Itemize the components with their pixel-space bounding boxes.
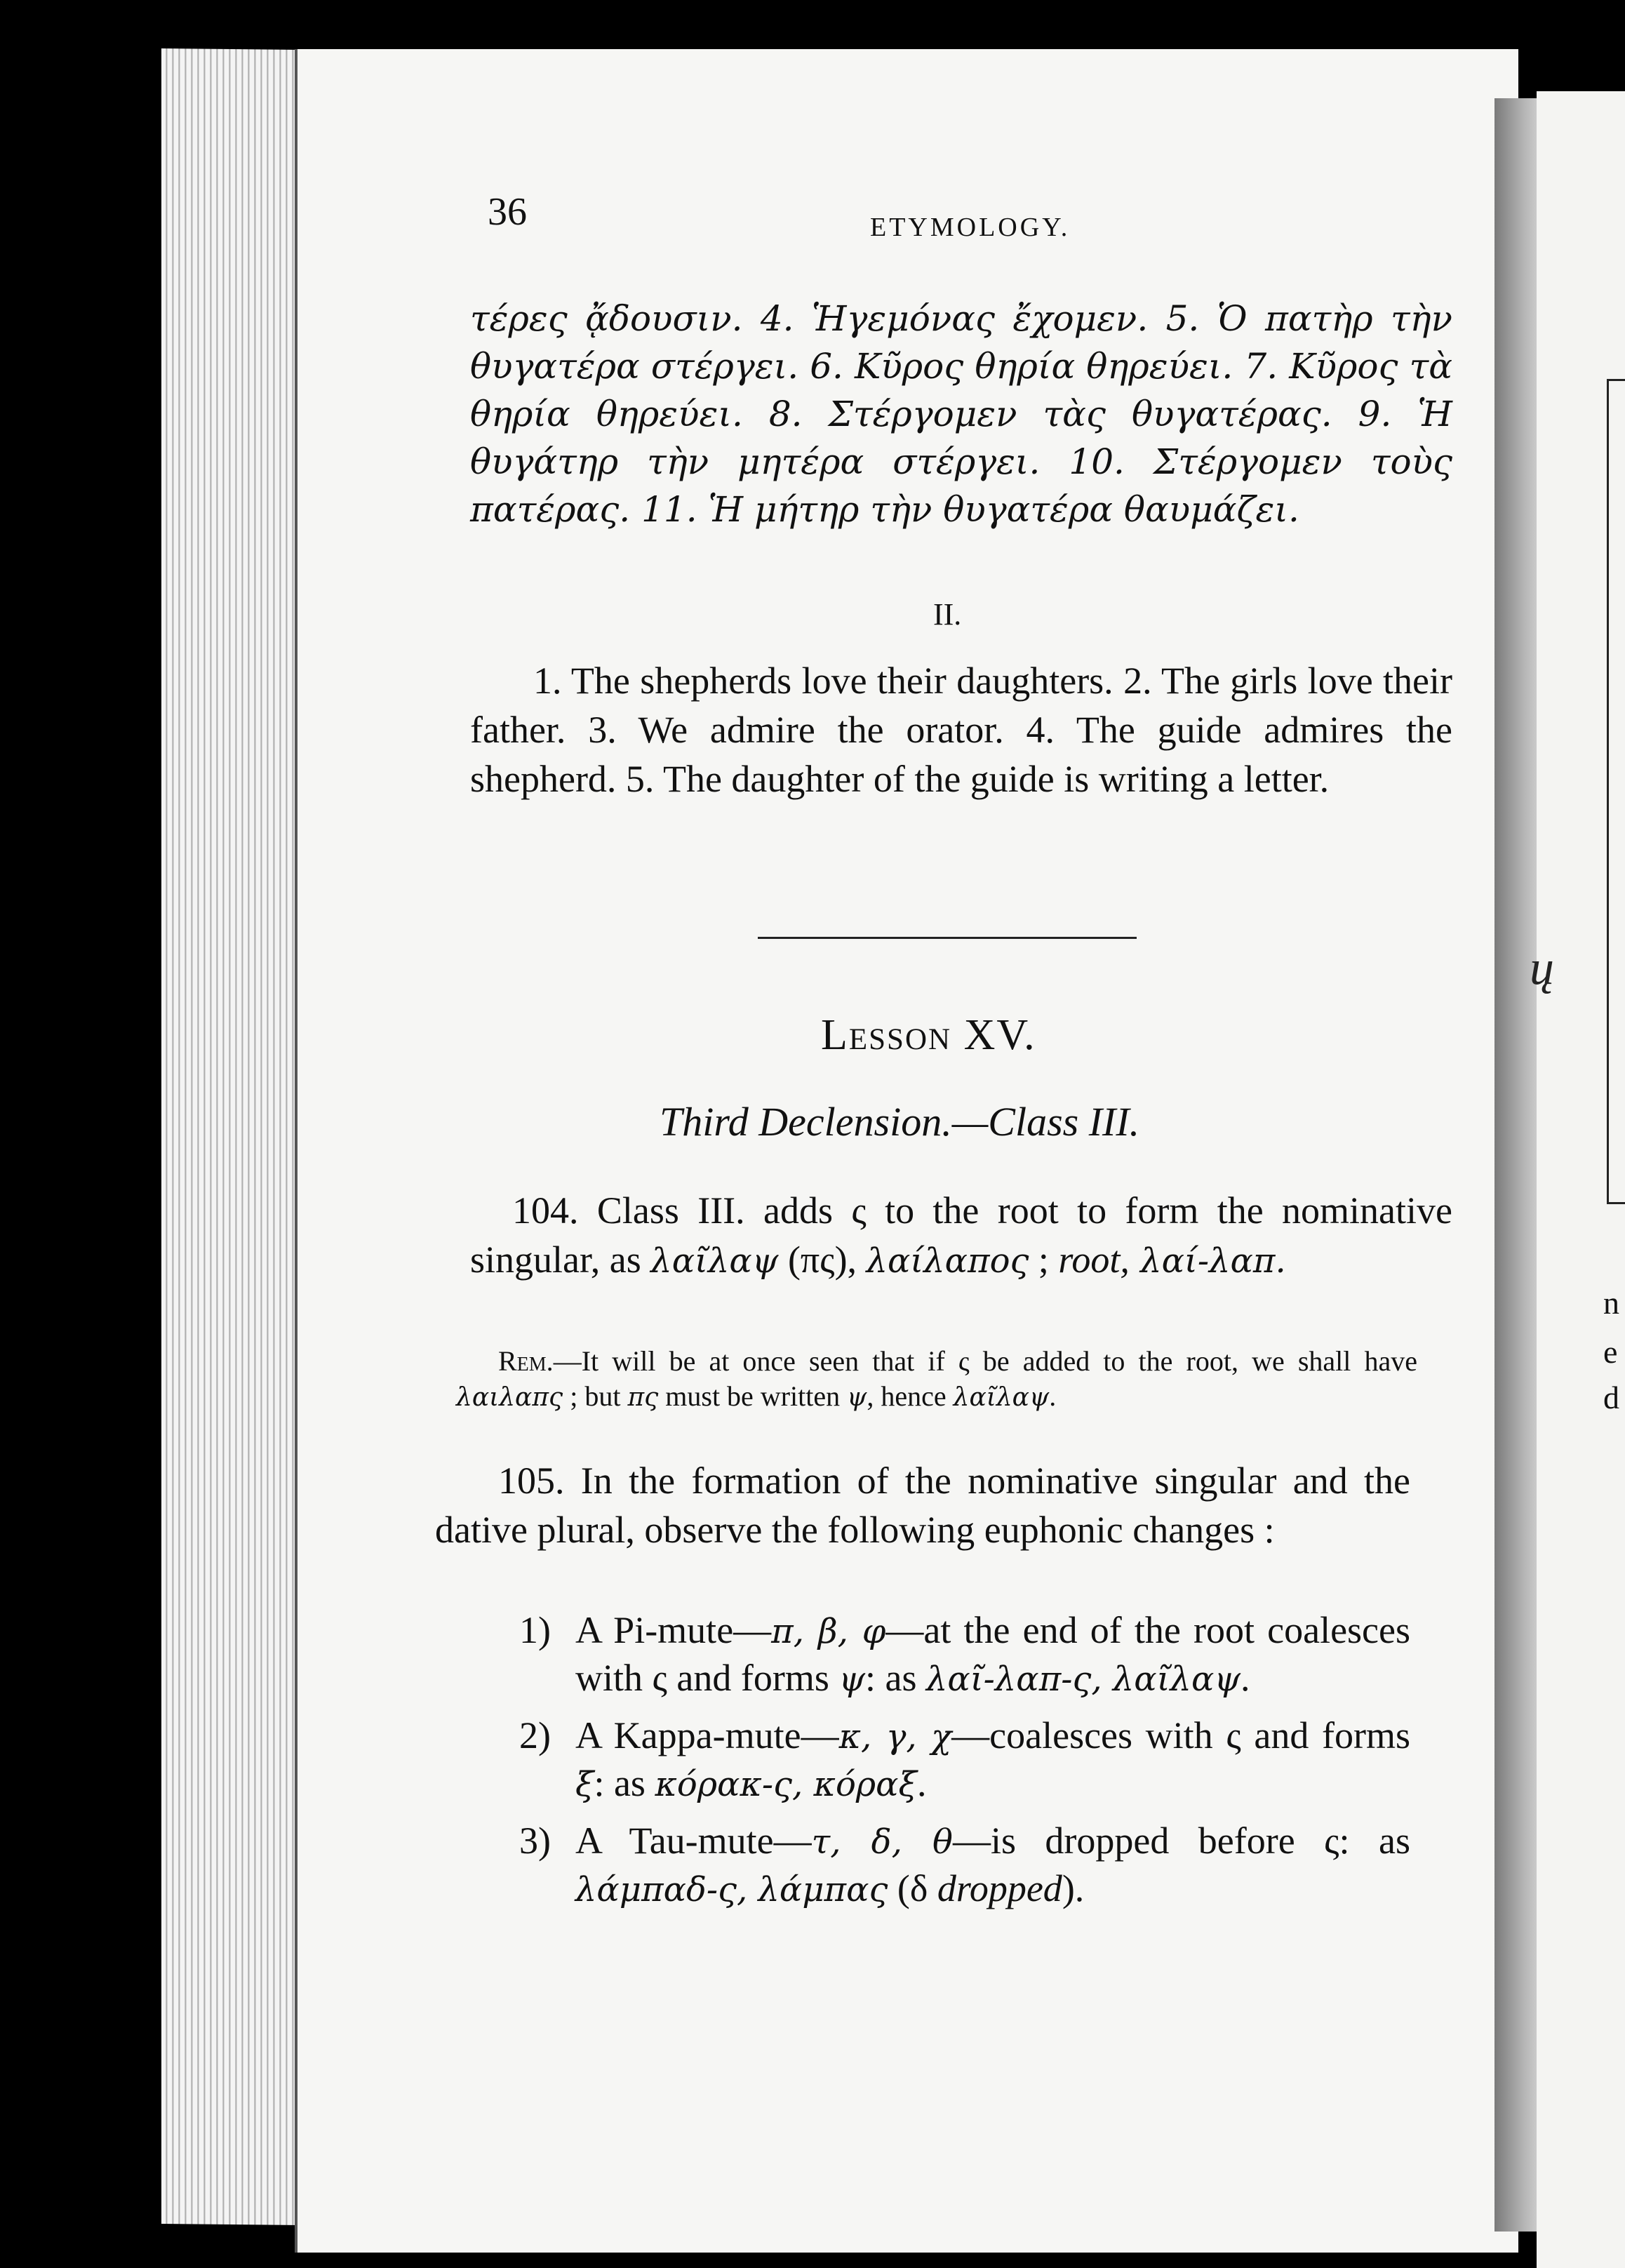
facing-page-fragment: n — [1603, 1285, 1619, 1321]
english-exercise: 1. The shepherds love their daughters. 2. The girls love their father. 3. We admire the orator. 4. The guide admires the shepherd. 5. The daughter of the guide is writing a letter. — [470, 660, 1452, 800]
list-item: 1) A Pi-mute—π, β, φ—at the end of the root coalesces with ς and forms ψ: as λαῖ-λαπ-ς, λαῖλαψ. — [519, 1609, 1411, 1699]
page-number: 36 — [488, 190, 527, 234]
list-item: 3) A Tau-mute—τ, δ, θ—is dropped before ς: as λάμπαδ-ς, λάμπας (δ dropped). — [519, 1820, 1410, 1909]
facing-page-box — [1607, 379, 1625, 1204]
list-item: 2) A Kappa-mute—κ, γ, χ—coalesces with ς and forms ξ: as κόρακ-ς, κόραξ. — [519, 1714, 1410, 1804]
facing-page-handwritten-mark: ų — [1530, 941, 1554, 995]
facing-page-fragment: d — [1603, 1380, 1619, 1415]
page-header — [488, 189, 1442, 246]
paragraph-104: 104. Class III. adds ς to the root to form the nominative singular, as λαῖλαψ (πς), λαίλαπος ; root, λαί-λαπ. — [470, 1189, 1452, 1281]
remark-label: Rem. — [498, 1345, 554, 1377]
paragraph-105: 105. In the formation of the nominative singular and the dative plural, observe the following euphonic changes : — [435, 1460, 1410, 1551]
facing-page-fragment: e — [1603, 1334, 1618, 1370]
euphonic-rules-list — [519, 1607, 1410, 1923]
running-head: ETYMOLOGY. — [870, 213, 1071, 242]
lesson-subtitle: Third Declension.—Class III. — [660, 1099, 1140, 1145]
section-heading: II. — [933, 597, 962, 632]
remark: Rem.—It will be at once seen that if ς be added to the root, we shall have λαιλαπς ; but πς must be written ψ, hence λαῖλαψ. — [456, 1345, 1417, 1412]
book-page-edges — [161, 48, 302, 2225]
section-divider — [758, 937, 1137, 939]
lesson-title: Lesson XV. — [821, 1011, 1036, 1059]
greek-exercise: τέρες ᾄδουσιν. 4. Ἡγεμόνας ἔχομεν. 5. Ὁ πατὴρ τὴν θυγατέρα στέργει. 6. Κῦρος θηρία θηρεύει. 7. Κῦρος τὰ θηρία θηρεύει. 8. Στέργομεν τὰς θυγατέρας. 9. Ἡ θυγάτηρ τὴν μητέρα στέργει. 10. Στέργομεν τοὺς πατέρας. 11. Ἡ μήτηρ τὴν θυγατέρα θαυμάζει. — [470, 298, 1452, 530]
